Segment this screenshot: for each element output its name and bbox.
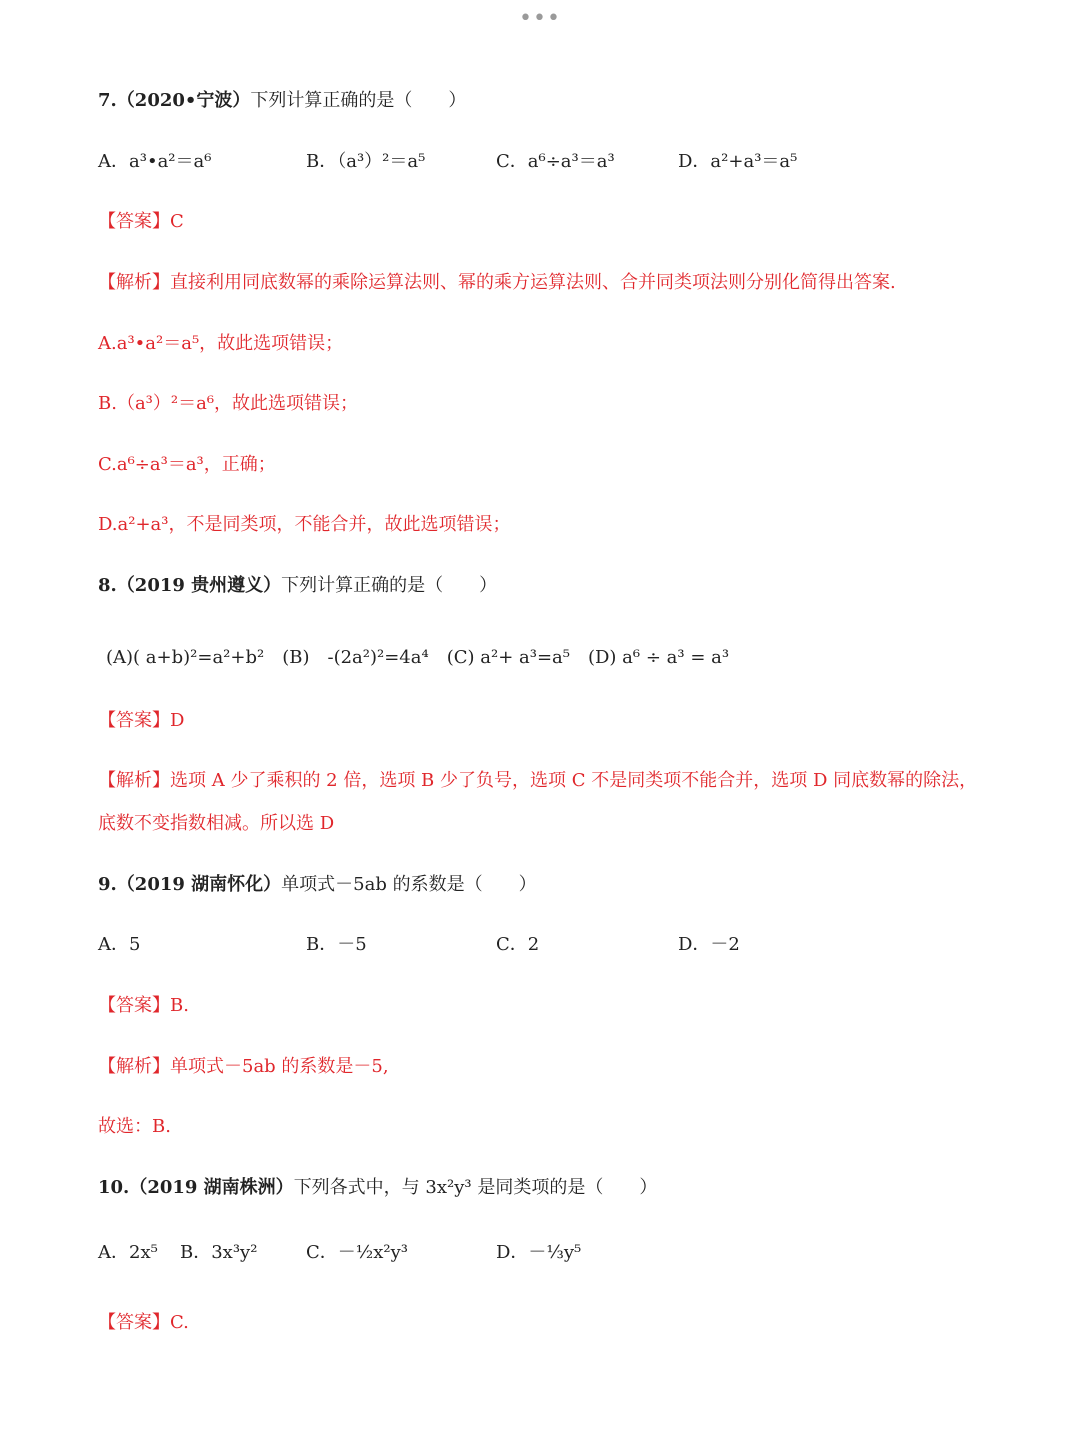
question-9-option-d: D．－2 [678,934,740,955]
question-10-text: 下列各式中，与 3x²y³ 是同类项的是（ ） [293,1177,658,1198]
question-7-option-d: D．a²+a³＝a⁵ [678,151,798,172]
question-8-options: (A)( a+b)²=a²+b² (B) -(2a²)²=4a⁴ (C) a²+ a³=a⁵ (D) a⁶ ÷ a³ = a³ [106,647,730,668]
question-10-options [98,1240,978,1266]
question-7-option-b: B．（a³）²＝a⁵ [306,151,426,172]
question-7-option-c: C．a⁶÷a³＝a³ [496,151,615,172]
question-7-analysis-a: A.a³•a²＝a⁵，故此选项错误； [98,333,344,354]
question-9-text: 单项式－5ab 的系数是（ ） [281,874,537,895]
question-7-analysis: 【解析】直接利用同底数幂的乘除运算法则、幂的乘方运算法则、合并同类项法则分别化简得出答案. [98,272,896,293]
question-7 [98,88,466,114]
question-7-analysis-d: D.a²+a³，不是同类项，不能合并，故此选项错误； [98,514,511,535]
more-menu-icon[interactable]: ••• [519,6,561,31]
question-9-options [98,932,978,958]
question-10-option-d: D．－⅓y⁵ [496,1242,582,1263]
question-9-analysis: 【解析】单项式－5ab 的系数是－5, [98,1056,389,1077]
question-10-option-a: A．2x⁵ [98,1242,158,1263]
question-9-option-a: A．5 [98,934,141,955]
question-9-option-b: B．－5 [306,934,367,955]
question-7-text: 下列计算正确的是（ ） [250,90,467,111]
question-9-option-c: C．2 [496,934,540,955]
question-10 [98,1175,657,1201]
question-10-answer: 【答案】C. [98,1312,189,1333]
question-8-answer: 【答案】D [98,710,185,731]
question-8 [98,573,497,599]
question-7-options [98,149,978,175]
question-10-option-c: C．－½x²y³ [306,1242,408,1263]
question-7-analysis-b: B.（a³）²＝a⁶，故此选项错误； [98,393,359,414]
question-9-source: 9.（2019 湖南怀化） [98,874,282,895]
question-7-answer: 【答案】C [98,211,184,232]
question-9 [98,872,537,898]
question-8-text: 下列计算正确的是（ ） [281,575,498,596]
question-10-option-b: B．3x³y² [180,1242,258,1263]
question-10-source: 10.（2019 湖南株洲） [98,1177,294,1198]
question-8-analysis-line-2: 底数不变指数相减。所以选 D [98,813,335,834]
question-8-analysis-line-1: 【解析】选项 A 少了乘积的 2 倍，选项 B 少了负号，选项 C 不是同类项不能合并，选项 D 同底数幂的除法， [98,770,978,791]
question-7-option-a: A．a³•a²＝a⁶ [98,151,212,172]
question-9-choice: 故选：B. [98,1116,171,1137]
question-8-source: 8.（2019 贵州遵义） [98,575,282,596]
question-7-source: 7.（2020•宁波） [98,90,251,111]
question-7-analysis-c: C.a⁶÷a³＝a³，正确； [98,454,276,475]
question-9-answer: 【答案】B. [98,995,189,1016]
